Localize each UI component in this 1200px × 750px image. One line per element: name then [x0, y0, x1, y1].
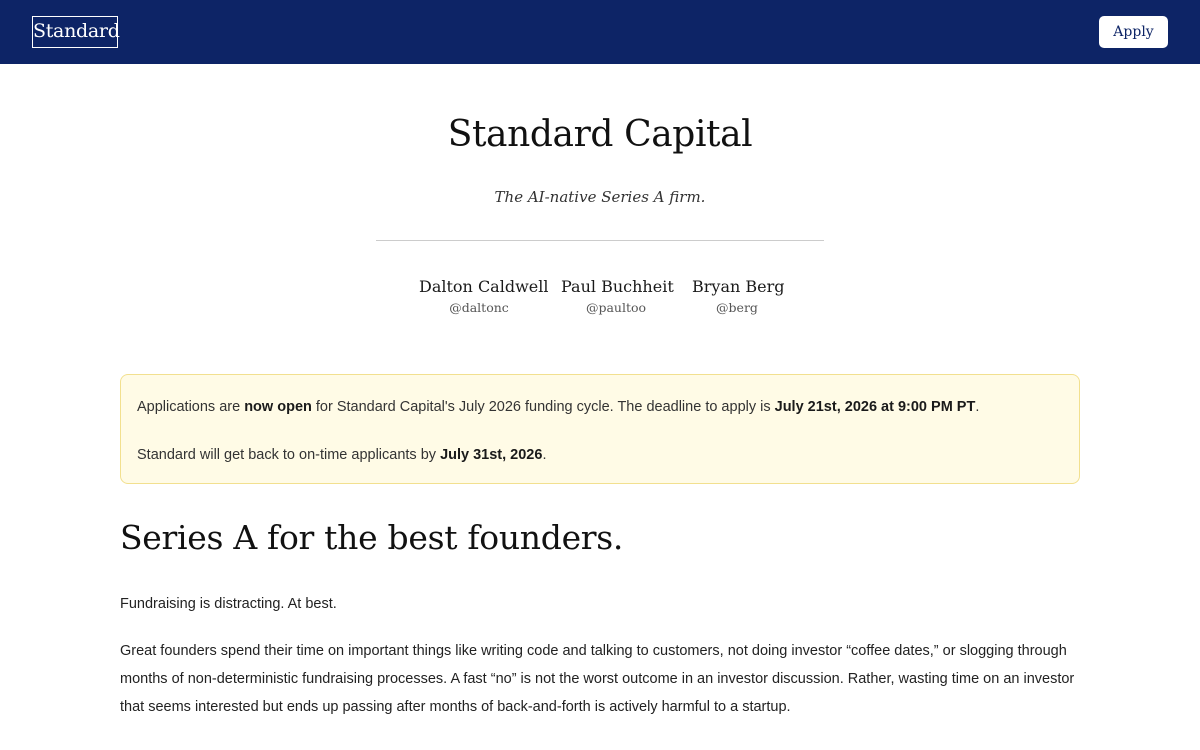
notice-deadline-line: Applications are now open for Standard Capital's July 2026 funding cycle. The deadline to apply is July 21st, 2026 at 9:00 PM PT. — [137, 399, 980, 415]
partner-dalton-caldwell[interactable] — [419, 276, 549, 317]
partner-handle: @berg — [716, 300, 758, 315]
body-paragraph: Fundraising is distracting. At best. — [120, 596, 337, 612]
standard-logo[interactable]: Standard — [32, 16, 118, 48]
notice-status: now open — [244, 399, 312, 415]
partner-name: Dalton Caldwell — [419, 277, 549, 296]
partner-name: Paul Buchheit — [561, 277, 674, 296]
notice-deadline: July 21st, 2026 at 9:00 PM PT — [774, 399, 976, 415]
divider — [376, 240, 824, 241]
apply-button[interactable]: Apply — [1099, 16, 1168, 48]
partner-paul-buchheit[interactable] — [561, 276, 674, 317]
partner-bryan-berg[interactable] — [692, 276, 785, 317]
notice-response-date: July 31st, 2026 — [440, 447, 543, 463]
partner-name: Bryan Berg — [692, 277, 785, 296]
top-nav-bar — [0, 0, 1200, 64]
tagline: The AI-native Series A firm. — [494, 188, 706, 206]
partner-handle: @daltonc — [449, 300, 509, 315]
body-paragraph: Great founders spend their time on important things like writing code and talking to customers, not doing investor “coffee dates,” or slogging through months of non-deterministic fundraising processes. A fast “no” is not the worst outcome in an investor discussion. Rather, wasting time on an investor that seems interested but ends up passing after months of back-and-forth is actively harmful to a startup. — [120, 643, 1075, 715]
notice-response-line: Standard will get back to on-time applicants by July 31st, 2026. — [137, 447, 547, 463]
partner-handle: @paultoo — [585, 300, 647, 315]
section-heading: Series A for the best founders. — [120, 518, 624, 557]
application-notice — [120, 374, 1080, 484]
page-title: Standard Capital — [447, 114, 753, 155]
